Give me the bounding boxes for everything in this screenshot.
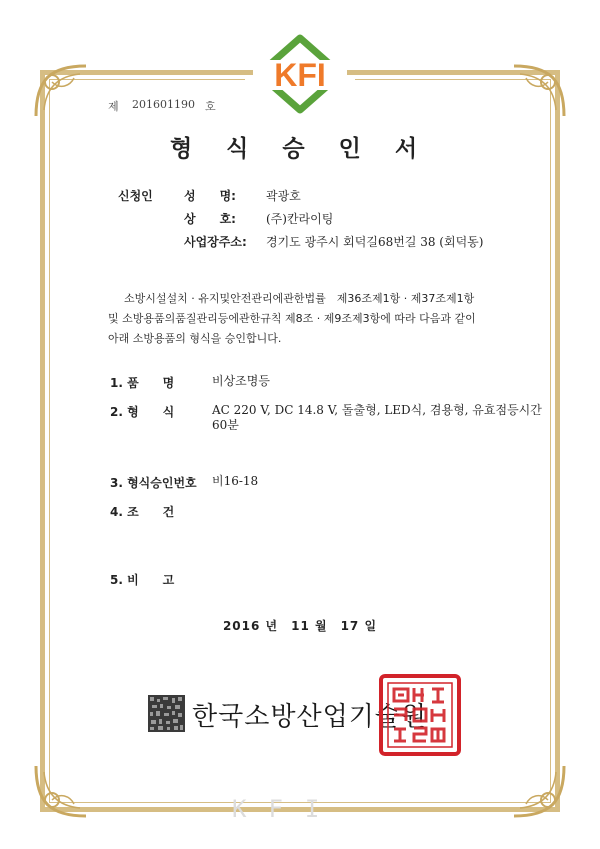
company-name: (주)칸라이팅 <box>266 212 334 226</box>
item-label-product-name: 1. 품 명 <box>110 376 175 390</box>
item-label-conditions: 4. 조 건 <box>110 505 175 519</box>
kfi-logo-text: KFI <box>274 57 326 93</box>
document-title: 형 식 승 인 서 <box>169 136 431 162</box>
corner-ornament-top-left <box>30 60 92 122</box>
issue-date: 2016 년 11 월 17 일 <box>222 619 378 633</box>
kfi-watermark: KFI <box>232 795 342 823</box>
issuing-organization: 한국소방산업기술원 <box>192 702 428 732</box>
security-code-icon <box>148 695 185 732</box>
body-line-2: 및 소방용품의품질관리등에관한규칙 제8조 · 제9조제3항에 따라 다음과 같이 <box>108 312 476 325</box>
corner-ornament-bottom-right <box>508 760 570 822</box>
body-line-3: 아래 소방용품의 형식을 승인합니다. <box>108 332 282 345</box>
corner-ornament-bottom-left <box>30 760 92 822</box>
kfi-logo <box>245 34 355 114</box>
body-line-1: 소방시설설치 · 유지및안전관리에관한법률 제36조제1항 · 제37조제1항 <box>124 292 475 305</box>
business-address: 경기도 광주시 회덕길68번길 38 (회덕동) <box>266 235 484 249</box>
serial-suffix: 호 <box>205 100 216 113</box>
item-value-approval-number: 비16-18 <box>212 474 259 488</box>
item-label-approval-number: 3. 형식승인번호 <box>110 476 197 490</box>
item-label-remarks: 5. 비 고 <box>110 573 175 587</box>
item-label-model-type: 2. 형 식 <box>110 405 175 419</box>
corner-ornament-top-right <box>508 60 570 122</box>
name-label: 성 명: <box>184 189 236 203</box>
official-seal-stamp <box>378 673 462 757</box>
applicant-name: 곽광호 <box>266 189 301 203</box>
item-value-product-name: 비상조명등 <box>212 374 270 388</box>
serial-prefix: 제 <box>108 100 119 113</box>
item-value-model-type: AC 220 V, DC 14.8 V, 돌출형, LED식, 겸용형, 유효점등시간 60분 <box>212 403 542 432</box>
applicant-label: 신청인 <box>118 189 153 203</box>
serial-number: 201601190 <box>132 98 195 111</box>
company-label: 상 호: <box>184 212 236 226</box>
address-label: 사업장주소: <box>184 235 247 249</box>
